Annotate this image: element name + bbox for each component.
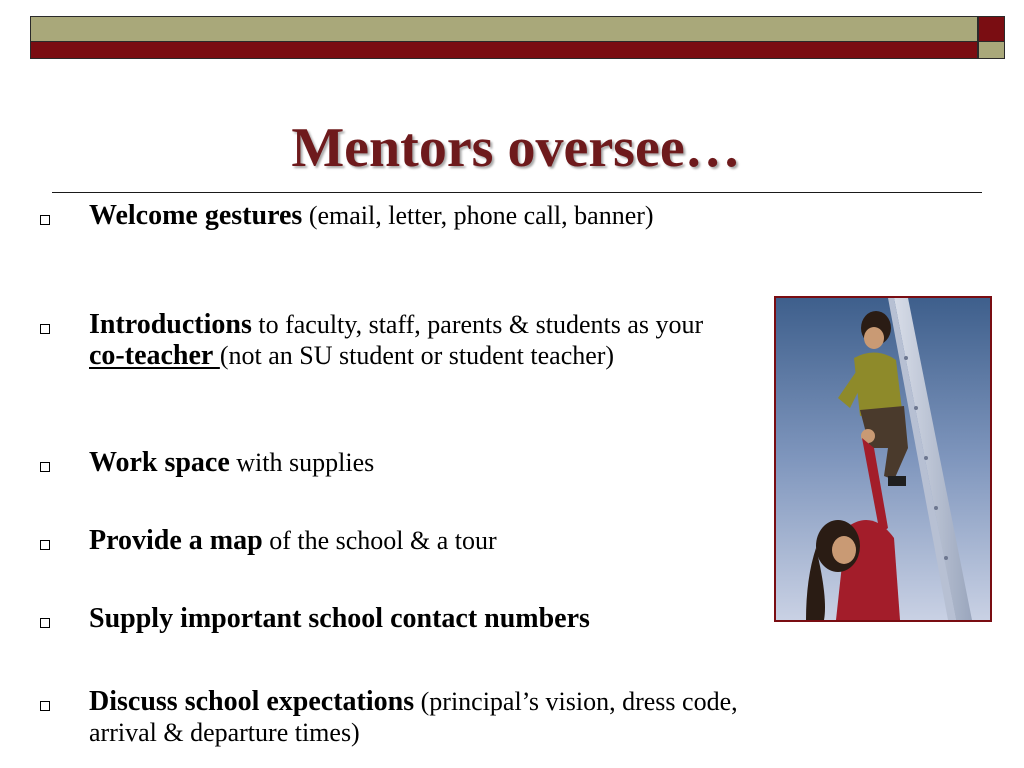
banner-corner-square-top — [978, 16, 1005, 42]
bullet-rest: of the school & a tour — [262, 526, 497, 555]
bullet-text — [89, 525, 739, 556]
bullet-rest: (email, letter, phone call, banner) — [302, 201, 654, 230]
square-bullet-icon — [40, 618, 50, 628]
banner-maroon-bar — [30, 42, 978, 59]
title-divider — [52, 192, 982, 193]
bullet-bold: Introductions — [89, 309, 252, 340]
square-bullet-icon — [40, 324, 50, 334]
ladder-photo — [774, 296, 992, 622]
bullet-text — [89, 309, 739, 371]
bullet-text — [89, 447, 739, 478]
square-bullet-icon — [40, 540, 50, 550]
bullet-bold: Work space — [89, 447, 230, 478]
co-teacher-emphasis: co-teacher — [89, 340, 220, 371]
bullet-text — [89, 200, 689, 231]
bullet-rest: to faculty, staff, parents & students as your — [251, 310, 704, 339]
bullet-rest: (principal’s vision, dress code, arrival & departure times) — [89, 687, 738, 747]
bullet-bold: Discuss school expectations — [89, 686, 415, 717]
banner-corner-square-bottom — [978, 42, 1005, 59]
bullet-rest: with supplies — [229, 448, 375, 477]
square-bullet-icon — [40, 462, 50, 472]
bullet-bold: Provide a map — [89, 525, 263, 556]
slide-title: Mentors oversee… — [291, 117, 741, 179]
bullet-rest: (not an SU student or student teacher) — [219, 341, 615, 370]
header-banner — [30, 16, 1006, 60]
bullet-text — [89, 686, 739, 748]
square-bullet-icon — [40, 215, 50, 225]
bullet-bold: Supply important school contact numbers — [89, 603, 590, 634]
ladder-helping-hand-icon — [776, 298, 990, 620]
bullet-text — [89, 603, 739, 634]
banner-olive-bar — [30, 16, 978, 42]
bullet-bold: Welcome gestures — [89, 200, 303, 231]
square-bullet-icon — [40, 701, 50, 711]
